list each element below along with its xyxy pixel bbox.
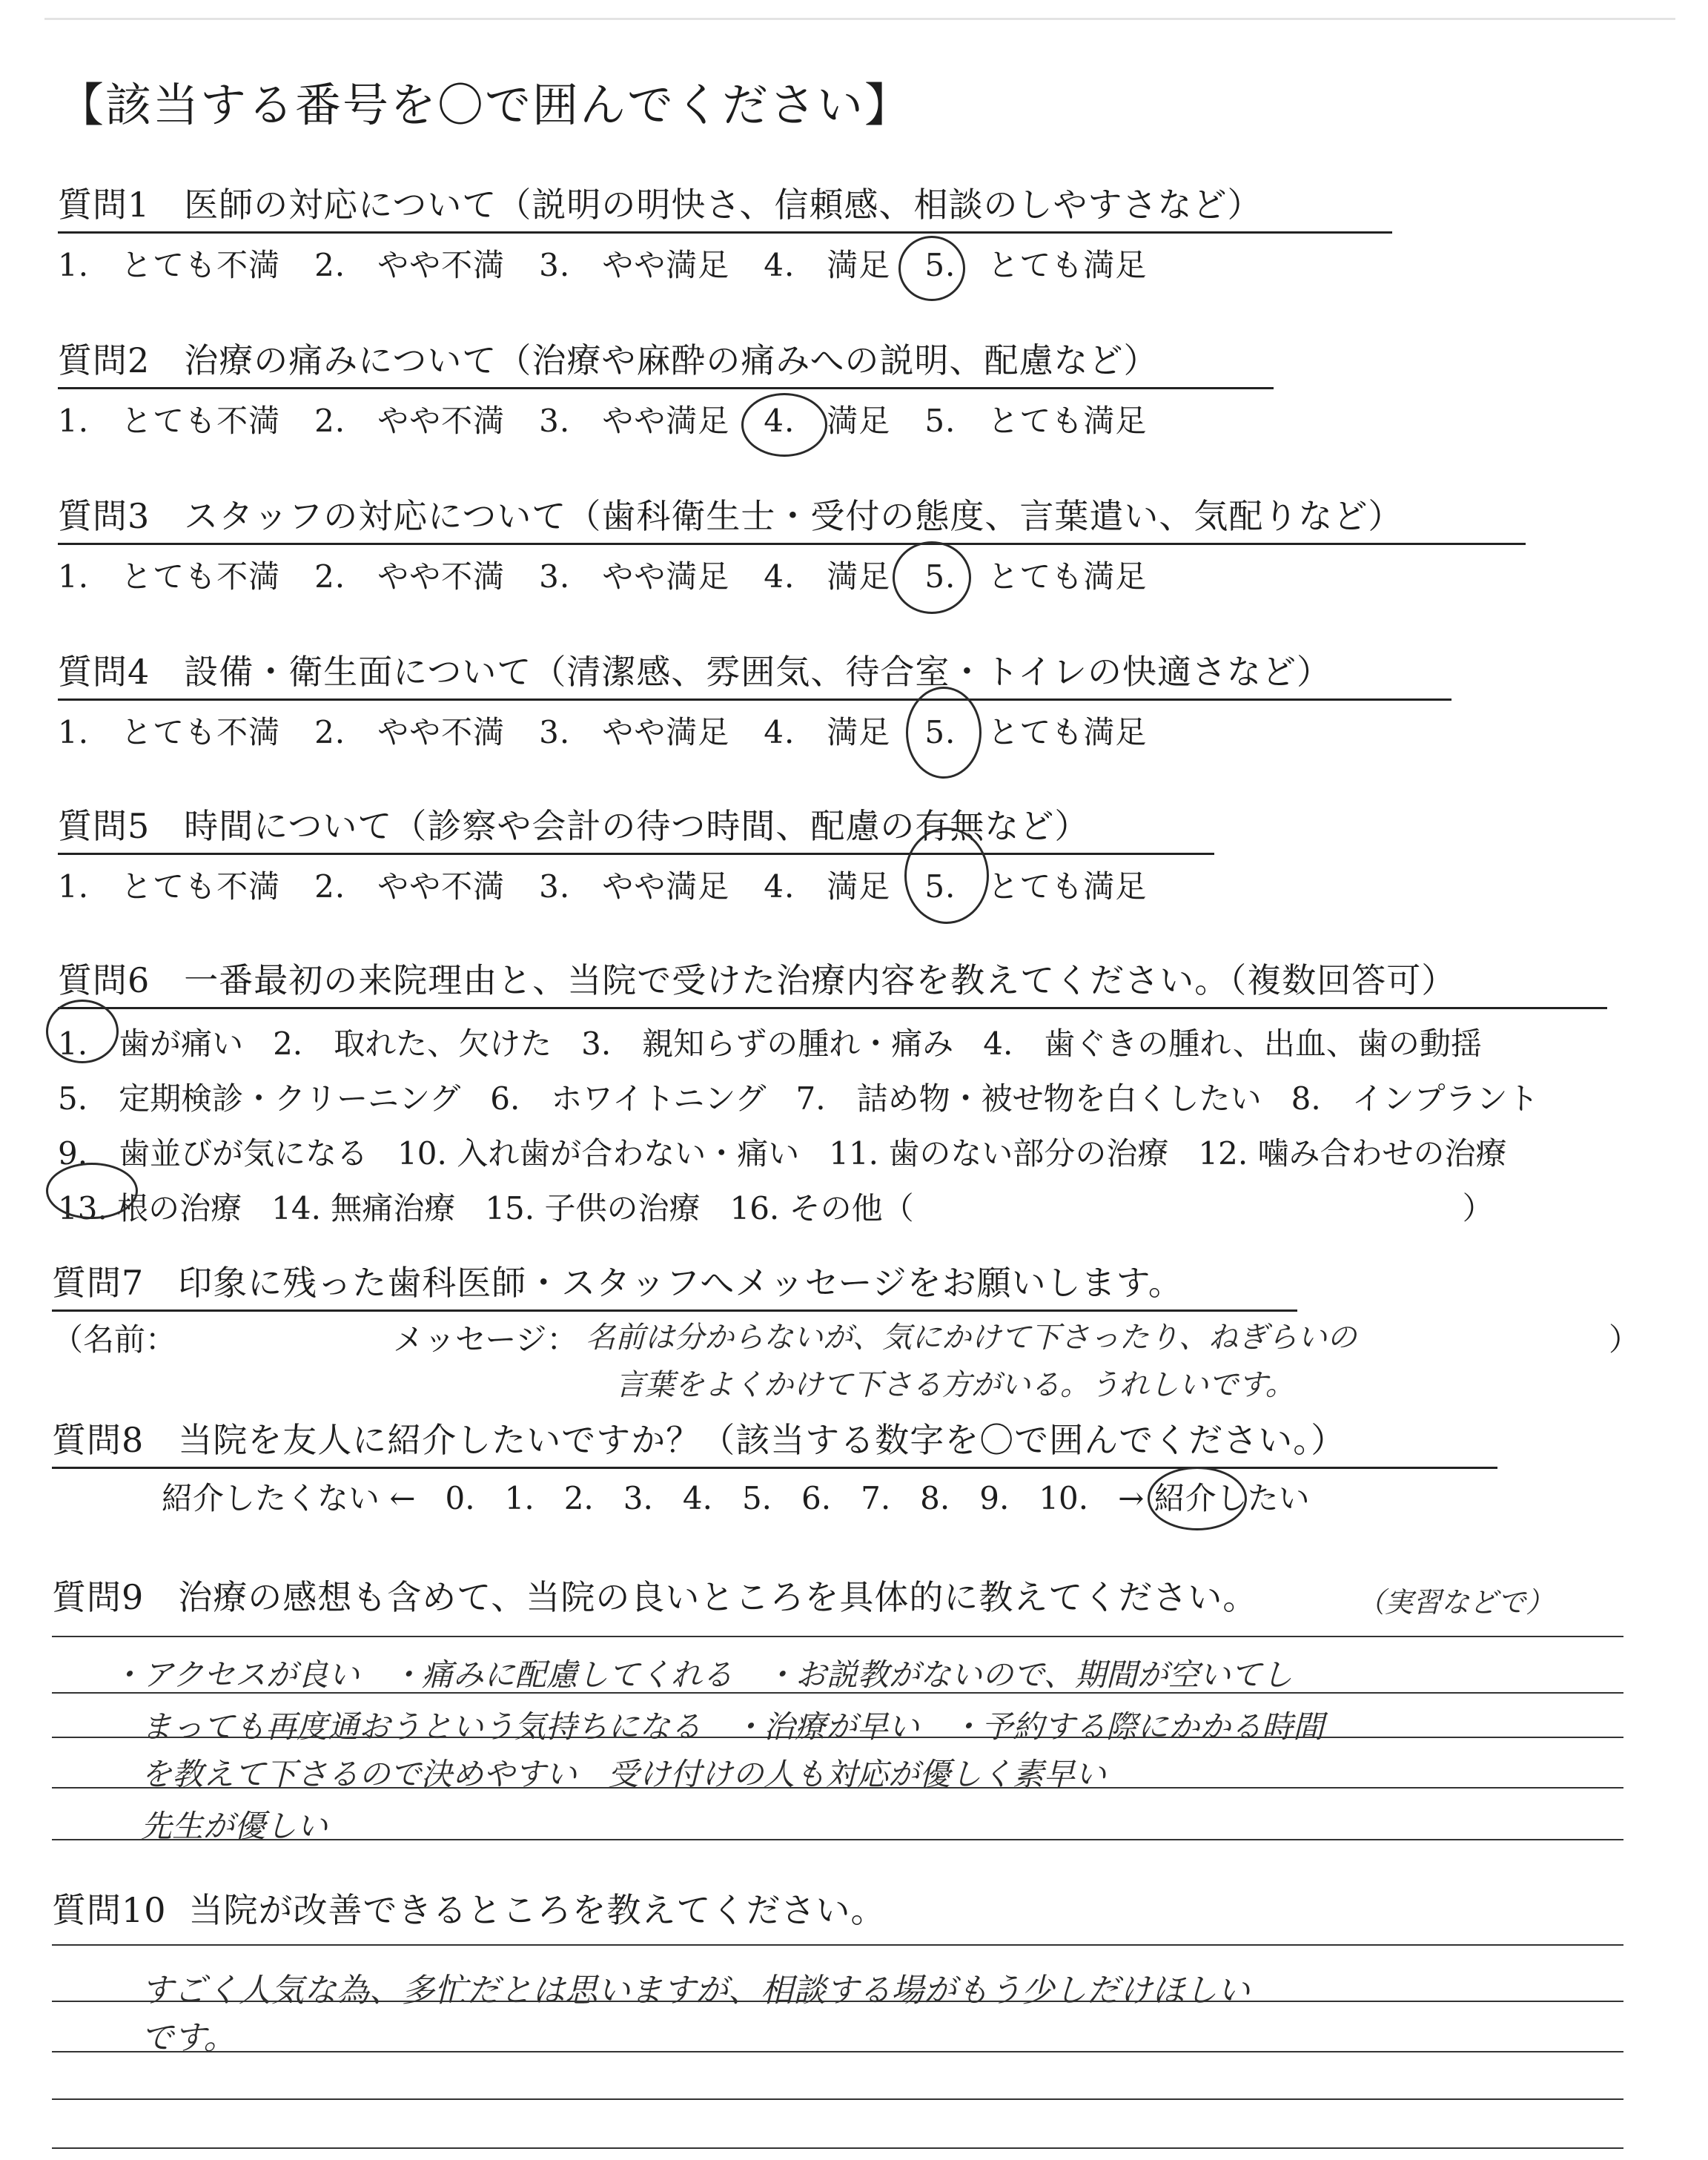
question-text: 一番最初の来院理由と、当院で受けた治療内容を教えてください。（複数回答可）: [184, 960, 1457, 1000]
option-6[interactable]: 6. ホワイトニング: [490, 1080, 767, 1117]
scale-right-label: → 紹介したい: [1118, 1480, 1310, 1516]
question-text: 治療の痛みについて（治療や麻酔の痛みへの説明、配慮など）: [184, 340, 1159, 380]
option-3[interactable]: 3. やや満足: [539, 868, 730, 905]
question-number: 質問4: [58, 652, 150, 692]
question-heading: [58, 954, 1607, 1009]
option-2[interactable]: 2. やや不満: [314, 714, 506, 750]
selection-circle: [1148, 1467, 1247, 1530]
question-heading: [58, 178, 1392, 234]
question-text: 設備・衛生面について（清潔感、雰囲気、待合室・トイレの快適さなど）: [184, 652, 1332, 692]
question-heading: [52, 1883, 886, 1932]
option-14[interactable]: 14. 無痛治療: [271, 1190, 456, 1226]
answer-line: [52, 1839, 1623, 1840]
option-16[interactable]: 16. その他（: [729, 1190, 914, 1226]
option-5[interactable]: 5. とても満足: [924, 868, 1148, 905]
question-number: 質問2: [58, 340, 150, 380]
option-9[interactable]: 9. 歯並びが気になる: [58, 1135, 368, 1172]
question-number: 質問8: [52, 1420, 145, 1460]
option-2[interactable]: 2. やや不満: [314, 247, 506, 283]
question-heading: [58, 645, 1452, 701]
option-3[interactable]: 3. 親知らずの腫れ・痛み: [581, 1025, 954, 1062]
question-4: [58, 645, 1452, 753]
option-13[interactable]: 13. 根の治療: [58, 1190, 242, 1226]
question-text: スタッフの対応について（歯科衛生士・受付の態度、言葉遣い、気配りなど）: [184, 496, 1403, 536]
option-2[interactable]: 2. やや不満: [314, 403, 506, 439]
scale-5[interactable]: 5.: [741, 1480, 772, 1516]
option-7[interactable]: 7. 詰め物・被せ物を白くしたい: [795, 1080, 1262, 1117]
option-2[interactable]: 2. やや不満: [314, 868, 506, 905]
scale-1[interactable]: 1.: [504, 1480, 534, 1516]
option-5[interactable]: 5. とても満足: [924, 403, 1148, 439]
option-3[interactable]: 3. やや満足: [539, 403, 730, 439]
option-4[interactable]: 4. 満足: [764, 868, 891, 905]
selection-circle: [741, 393, 827, 457]
option-4[interactable]: 4. 満足: [764, 714, 891, 750]
message-label: メッセージ：: [393, 1321, 578, 1358]
handwritten-message-line-2: 言葉をよくかけて下さる方がいる。うれしいです。: [615, 1368, 1295, 1402]
question-9: [52, 1571, 1257, 1619]
question-1: [58, 178, 1392, 285]
answer-options: [58, 708, 1452, 753]
scale-2[interactable]: 2.: [563, 1480, 594, 1516]
question-text: 時間について（診察や会計の待つ時間、配慮の有無など）: [184, 806, 1090, 846]
handwritten-message-line-1: 名前は分からないが、気にかけて下さったり、ねぎらいの: [586, 1321, 1357, 1355]
options-row-4: [58, 1184, 1607, 1229]
question-heading: [58, 334, 1274, 389]
scale-7[interactable]: 7.: [861, 1480, 891, 1516]
option-1[interactable]: 1. とても不満: [58, 558, 281, 595]
option-1[interactable]: 1. とても不満: [58, 247, 281, 283]
question-heading: [58, 489, 1526, 545]
question-5: [58, 799, 1214, 907]
scale-9[interactable]: 9.: [979, 1480, 1010, 1516]
option-8[interactable]: 8. インプラント: [1291, 1080, 1539, 1117]
option-3[interactable]: 3. やや満足: [539, 558, 730, 595]
question-heading: [58, 799, 1214, 855]
options-row-3: [58, 1129, 1607, 1174]
question-text: 治療の感想も含めて、当院の良いところを具体的に教えてください。: [178, 1577, 1258, 1617]
answer-line: [52, 2147, 1623, 2149]
answer-line: [52, 1787, 1623, 1789]
question-7: [52, 1256, 1297, 1312]
name-label: （名前：: [52, 1321, 177, 1358]
option-3[interactable]: 3. やや満足: [539, 714, 730, 750]
answer-line: [52, 2098, 1623, 2100]
option-2[interactable]: 2. 取れた、欠けた: [273, 1025, 552, 1062]
question-2: [58, 334, 1274, 441]
answer-line: [52, 2051, 1623, 2052]
question-number: 質問5: [58, 806, 150, 846]
answer-options: [58, 862, 1214, 907]
handwritten-annotation: （実習などで）: [1357, 1586, 1555, 1619]
option-11[interactable]: 11. 歯のない部分の治療: [829, 1135, 1169, 1172]
question-heading: [52, 1571, 1257, 1619]
option-1[interactable]: 1. 歯が痛い: [58, 1025, 244, 1062]
scale-8[interactable]: 8.: [920, 1480, 950, 1516]
option-1[interactable]: 1. とても不満: [58, 714, 281, 750]
option-10[interactable]: 10. 入れ歯が合わない・痛い: [397, 1135, 800, 1172]
question-3: [58, 489, 1526, 597]
selection-circle: [46, 1000, 119, 1063]
question-heading: [52, 1413, 1497, 1469]
answer-line: [52, 2001, 1623, 2002]
scale-0[interactable]: 0.: [445, 1480, 475, 1516]
answer-line: [52, 1944, 1623, 1946]
selection-circle: [46, 1163, 138, 1219]
question-number: 質問9: [52, 1577, 145, 1617]
handwritten-answer-line-1: ・アクセスが良い ・痛みに配慮してくれる ・お説教がないので、期間が空いてし: [111, 1657, 1293, 1693]
question-number: 質問3: [58, 496, 150, 536]
option-5[interactable]: 5. とても満足: [924, 714, 1148, 750]
question-number: 質問10: [52, 1890, 167, 1930]
option-4[interactable]: 4. 歯ぐきの腫れ、出血、歯の動揺: [983, 1025, 1482, 1062]
message-close-paren: ）: [1609, 1321, 1641, 1358]
other-close-paren: ）: [1462, 1190, 1494, 1226]
selection-circle: [893, 541, 971, 614]
option-4[interactable]: 4. 満足: [764, 403, 891, 439]
scale-6[interactable]: 6.: [801, 1480, 832, 1516]
question-text: 当院が改善できるところを教えてください。: [188, 1890, 886, 1930]
question-10: [52, 1883, 886, 1932]
option-5[interactable]: 5. とても満足: [924, 247, 1148, 283]
selection-circle: [898, 236, 965, 301]
option-3[interactable]: 3. やや満足: [539, 247, 730, 283]
handwritten-answer-line-3: を教えて下さるので決めやすい 受け付けの人も対応が優しく素早い: [141, 1756, 1107, 1792]
question-text: 医師の対応について（説明の明快さ、信頼感、相談のしやすさなど）: [184, 185, 1262, 225]
question-number: 質問7: [52, 1263, 145, 1303]
scale-4[interactable]: 4.: [682, 1480, 712, 1516]
question-heading: [52, 1256, 1297, 1312]
option-1[interactable]: 1. とても不満: [58, 868, 281, 905]
handwritten-answer-line-1: すごく人気な為、多忙だとは思いますが、相談する場がもう少しだけほしい: [141, 1972, 1250, 2009]
answer-options: [58, 552, 1526, 597]
scale-left-label: 紹介したくない ←: [162, 1480, 416, 1516]
option-4[interactable]: 4. 満足: [764, 558, 891, 595]
scale-10[interactable]: 10.: [1039, 1480, 1089, 1516]
answer-options: [58, 397, 1274, 441]
handwritten-answer-line-4: 先生が優しい: [141, 1808, 328, 1844]
question-6: [58, 954, 1607, 1229]
option-15[interactable]: 15. 子供の治療: [485, 1190, 701, 1226]
question-8: [52, 1413, 1497, 1469]
handwritten-answer-line-2: まっても再度通おうという気持ちになる ・治療が早い ・予約する際にかかる時間: [141, 1708, 1325, 1745]
options-row-2: [58, 1074, 1607, 1119]
handwritten-answer-line-2: です。: [141, 2019, 236, 2057]
form-title: 【該当する番号を〇で囲んでください】: [58, 78, 913, 132]
question-number: 質問1: [58, 185, 150, 225]
option-5[interactable]: 5. とても満足: [924, 558, 1148, 595]
selection-circle: [906, 687, 982, 779]
selection-circle: [904, 828, 989, 924]
answer-options: [58, 241, 1392, 285]
question-text: 当院を友人に紹介したいですか？（該当する数字を〇で囲んでください。）: [178, 1420, 1346, 1460]
question-number: 質問6: [58, 960, 150, 1000]
option-1[interactable]: 1. とても不満: [58, 403, 281, 439]
options-row-1: [58, 1020, 1607, 1064]
scale-3[interactable]: 3.: [623, 1480, 653, 1516]
question-text: 印象に残った歯科医師・スタッフへメッセージをお願いします。: [178, 1263, 1183, 1303]
answer-line: [52, 1692, 1623, 1694]
top-rule: [44, 18, 1675, 20]
option-12[interactable]: 12. 噛み合わせの治療: [1198, 1135, 1507, 1172]
option-4[interactable]: 4. 満足: [764, 247, 891, 283]
option-2[interactable]: 2. やや不満: [314, 558, 506, 595]
option-5[interactable]: 5. 定期検診・クリーニング: [58, 1080, 461, 1117]
answer-line: [52, 1636, 1623, 1637]
answer-line: [52, 1737, 1623, 1738]
